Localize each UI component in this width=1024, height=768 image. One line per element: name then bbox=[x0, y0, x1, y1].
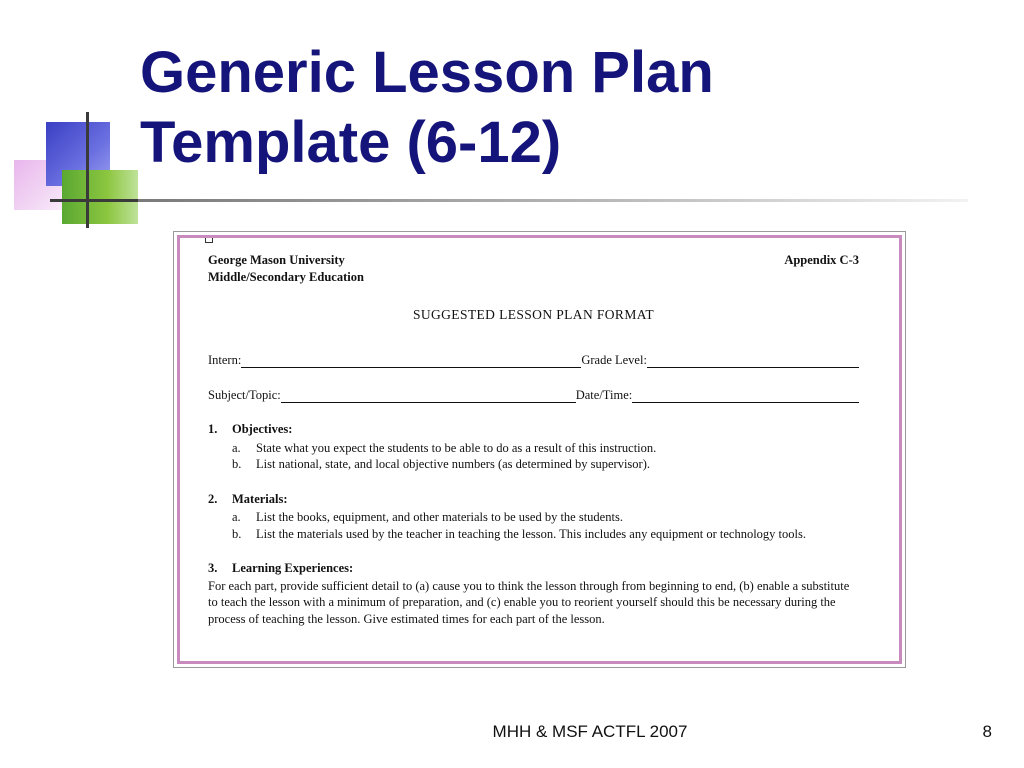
decorative-horizontal-line bbox=[50, 199, 140, 202]
slide-title-line-1: Generic Lesson Plan bbox=[140, 40, 714, 105]
section-title bbox=[208, 421, 859, 438]
intern-grade-row bbox=[208, 353, 859, 368]
objectives-list bbox=[232, 440, 859, 473]
list-item bbox=[232, 440, 859, 457]
list-item bbox=[232, 456, 859, 473]
date-time-label: Date/Time: bbox=[575, 388, 633, 402]
section-title bbox=[208, 491, 859, 508]
department-name: Middle/Secondary Education bbox=[208, 270, 364, 284]
institution-name: George Mason University bbox=[208, 253, 345, 267]
intern-blank-line bbox=[241, 355, 581, 368]
section-objectives bbox=[208, 421, 859, 473]
slide-title bbox=[140, 38, 1000, 178]
document-page bbox=[177, 235, 902, 664]
section-learning-experiences bbox=[208, 560, 859, 627]
title-underline-rule bbox=[138, 199, 968, 202]
item-letter: b. bbox=[232, 457, 242, 471]
section-paragraph: For each part, provide sufficient detail to (a) cause you to think the lesson through from beginning to end, (b) enable a substitute to teach the lesson with a minimum of preparation, and (c) enable you to reorient yourself should this be necessary during the process of teaching the lesson. Give estimated times for each part of the lesson. bbox=[208, 578, 850, 626]
grade-level-label: Grade Level: bbox=[581, 353, 647, 367]
document-image bbox=[173, 231, 906, 668]
appendix-label: Appendix C-3 bbox=[784, 253, 859, 267]
materials-list bbox=[232, 509, 859, 542]
item-text: List the books, equipment, and other materials to be used by the students. bbox=[256, 510, 623, 524]
item-text: State what you expect the students to be able to do as a result of this instruction. bbox=[256, 440, 657, 455]
list-item bbox=[232, 509, 859, 526]
section-materials bbox=[208, 491, 859, 543]
slide-title-line-2: Template (6-12) bbox=[140, 110, 562, 175]
section-title-text: Objectives: bbox=[232, 422, 293, 436]
intern-label: Intern: bbox=[208, 353, 242, 367]
subject-topic-blank-line bbox=[281, 390, 576, 403]
document-heading: SUGGESTED LESSON PLAN FORMAT bbox=[412, 307, 655, 322]
slide-footer: MHH & MSF ACTFL 2007 bbox=[492, 722, 688, 741]
decorative-vertical-line bbox=[86, 112, 89, 228]
item-letter: a. bbox=[232, 440, 241, 455]
date-time-blank-line bbox=[632, 390, 859, 403]
document-header bbox=[208, 252, 859, 286]
grade-level-blank-line bbox=[647, 355, 859, 368]
item-text: List national, state, and local objective numbers (as determined by supervisor). bbox=[256, 457, 650, 471]
subject-topic-label: Subject/Topic: bbox=[208, 388, 281, 402]
section-number: 2. bbox=[208, 491, 218, 506]
anchor-mark-icon bbox=[205, 236, 213, 243]
item-letter: a. bbox=[232, 510, 241, 524]
slide-page-number: 8 bbox=[982, 722, 992, 741]
item-text: List the materials used by the teacher in teaching the lesson. This includes any equipment or technology tools. bbox=[256, 526, 806, 541]
section-title-text: Learning Experiences: bbox=[232, 561, 354, 575]
section-number: 1. bbox=[208, 422, 218, 436]
section-number: 3. bbox=[208, 561, 218, 575]
subject-date-row bbox=[208, 388, 859, 403]
item-letter: b. bbox=[232, 526, 242, 541]
decorative-green-square bbox=[62, 170, 138, 224]
section-title bbox=[208, 560, 859, 577]
list-item bbox=[232, 526, 859, 543]
section-title-text: Materials: bbox=[232, 491, 288, 506]
